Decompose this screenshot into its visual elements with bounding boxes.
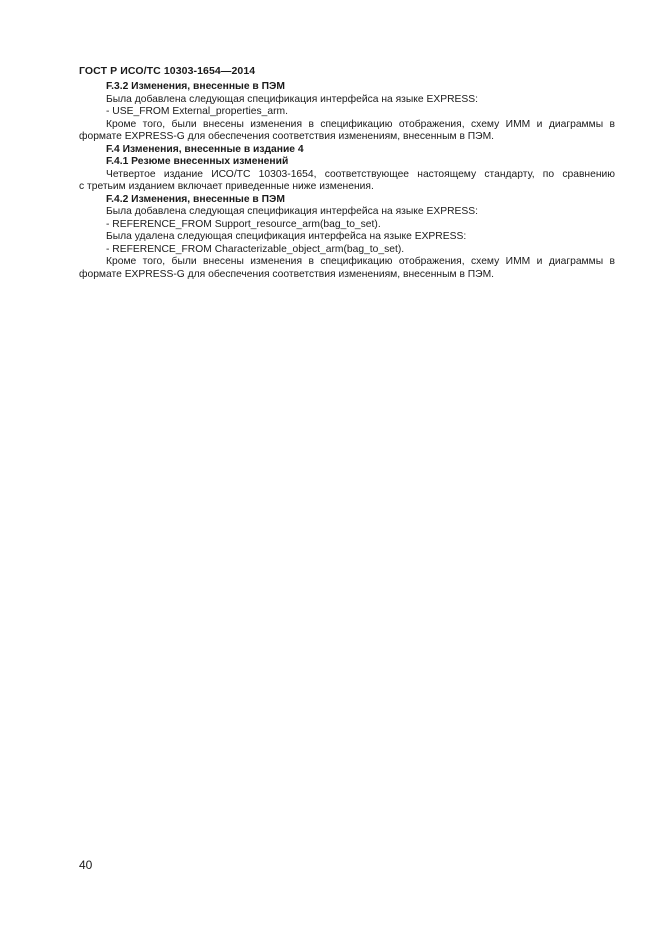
paragraph-f4-2-added-intro: Была добавлена следующая спецификация интерфейса на языке EXPRESS:: [106, 206, 479, 217]
section-heading-f4-2: F.4.2 Изменения, внесенные в ПЭМ: [106, 193, 285, 205]
paragraph-f4-1-line2: с третьим изданием включает приведенные ниже изменения.: [79, 181, 374, 192]
list-item-reference-from-support: - REFERENCE_FROM Support_resource_arm(bag_to_set).: [106, 218, 381, 230]
paragraph-f4-2-removed-intro: Была удалена следующая спецификация интерфейса на языке EXPRESS:: [106, 231, 467, 242]
list-item-use-from: - USE_FROM External_properties_arm.: [106, 106, 288, 117]
section-heading-f4: F.4 Изменения, внесенные в издание 4: [106, 143, 304, 155]
section-heading-f4-1: F.4.1 Резюме внесенных изменений: [106, 156, 289, 167]
section-heading-f3-2: F.3.2 Изменения, внесенные в ПЭМ: [106, 81, 285, 92]
list-item-reference-from-characterizable: - REFERENCE_FROM Characterizable_object_arm(bag_to_set).: [106, 243, 405, 255]
paragraph-f4-1-line1: Четвертое издание ИСО/ТС 10303-1654, соответствующее настоящему стандарту, по сравнению: [106, 168, 615, 180]
paragraph-f3-2-changes-line1: Кроме того, были внесены изменения в спецификацию отображения, схему ИММ и диаграммы в: [106, 118, 615, 130]
paragraph-f4-2-changes-line1: Кроме того, были внесены изменения в спецификацию отображения, схему ИММ и диаграммы в: [106, 256, 615, 267]
document-body: [79, 81, 615, 281]
document-header: ГОСТ Р ИСО/ТС 10303-1654—2014: [79, 65, 256, 77]
paragraph-f3-2-changes-line2: формате EXPRESS-G для обеспечения соответствия изменениям, внесенным в ПЭМ.: [79, 131, 495, 142]
page-number: 40: [79, 858, 93, 872]
paragraph-f4-2-changes-line2: формате EXPRESS-G для обеспечения соответствия изменениям, внесенным в ПЭМ.: [79, 268, 495, 280]
paragraph-f3-2-intro: Была добавлена следующая спецификация интерфейса на языке EXPRESS:: [106, 93, 479, 105]
